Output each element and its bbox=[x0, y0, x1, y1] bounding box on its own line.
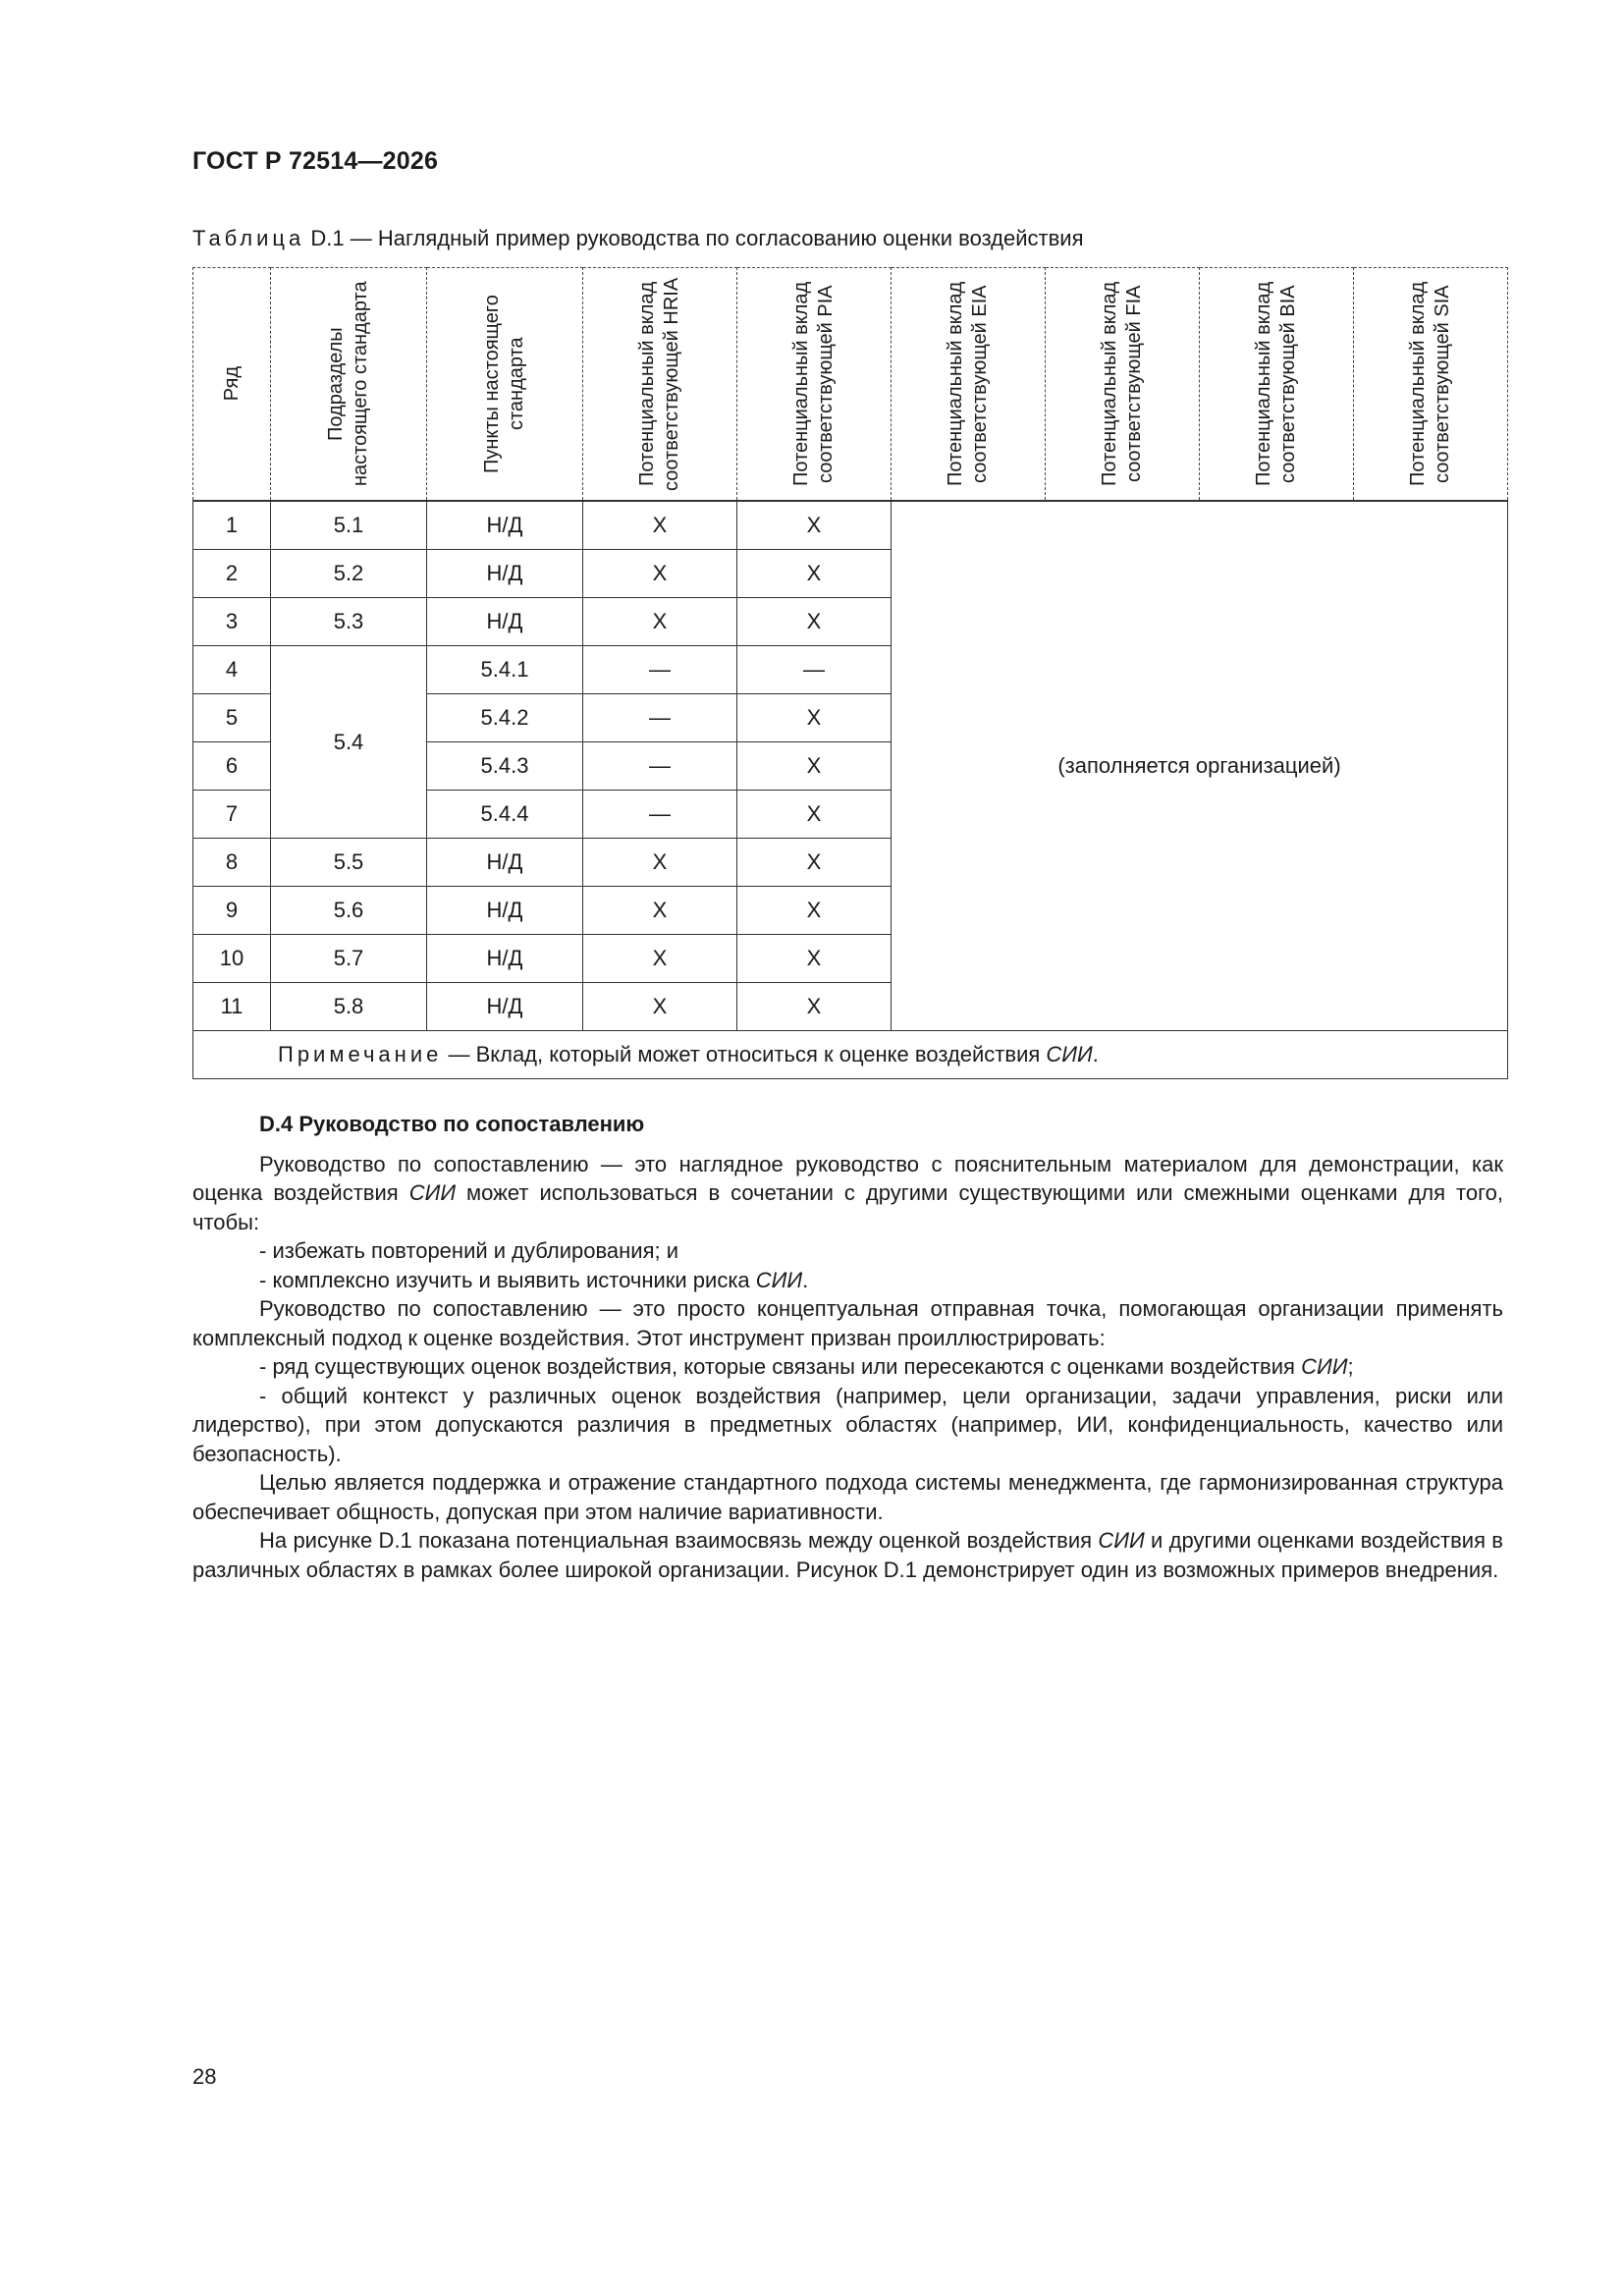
table-note-row bbox=[193, 1031, 1508, 1079]
cell-subsection: 5.4 bbox=[271, 646, 427, 839]
cell-hria: — bbox=[583, 742, 737, 791]
paragraph-2: Руководство по сопоставлению — это просто концептуальная отправная точка, помогающая организации применять комплексный подход к оценке воздействия. Этот инструмент призван проиллюстрировать: bbox=[192, 1296, 1503, 1350]
cell-pia: X bbox=[737, 742, 892, 791]
paragraph-4 bbox=[192, 1526, 1503, 1584]
alignment-table bbox=[192, 267, 1508, 1079]
cell-hria: X bbox=[583, 550, 737, 598]
cell-subsection: 5.2 bbox=[271, 550, 427, 598]
cell-subsection: 5.8 bbox=[271, 983, 427, 1031]
cell-subsection: 5.6 bbox=[271, 887, 427, 935]
cell-clause: 5.4.3 bbox=[427, 742, 583, 791]
cell-pia: X bbox=[737, 791, 892, 839]
cell-pia: X bbox=[737, 935, 892, 983]
cell-row-number: 2 bbox=[193, 550, 271, 598]
note-text: — Вклад, который может относиться к оценке воздействия bbox=[442, 1042, 1047, 1066]
cell-hria: — bbox=[583, 791, 737, 839]
paragraph-4-text-b: и другими оценками воздействия в различных областях в рамках более широкой организации. Рисунок D.1 демонстрирует один из возможных примеров внедрения. bbox=[192, 1528, 1503, 1582]
table-note bbox=[193, 1031, 1508, 1079]
cell-pia: X bbox=[737, 501, 892, 550]
bullet-1: - избежать повторений и дублирования; и bbox=[259, 1238, 678, 1263]
paragraph-4-emphasis: СИИ bbox=[1098, 1528, 1145, 1553]
cell-clause: 5.4.1 bbox=[427, 646, 583, 694]
cell-clause: Н/Д bbox=[427, 501, 583, 550]
cell-row-number: 6 bbox=[193, 742, 271, 791]
cell-row-number: 11 bbox=[193, 983, 271, 1031]
header-pia: Потенциальный вклад соответствующей PIA bbox=[790, 281, 837, 487]
cell-clause: Н/Д bbox=[427, 983, 583, 1031]
section-heading: D.4 Руководство по сопоставлению bbox=[259, 1112, 645, 1136]
cell-pia: X bbox=[737, 550, 892, 598]
note-end: . bbox=[1092, 1042, 1099, 1066]
document-id: ГОСТ Р 72514—2026 bbox=[192, 147, 439, 175]
cell-hria: X bbox=[583, 598, 737, 646]
bullet-3-text-b: ; bbox=[1347, 1354, 1354, 1379]
cell-clause: Н/Д bbox=[427, 935, 583, 983]
header-bia: Потенциальный вклад соответствующей BIA bbox=[1253, 281, 1299, 487]
cell-hria: X bbox=[583, 501, 737, 550]
cell-row-number: 4 bbox=[193, 646, 271, 694]
paragraph-1-emphasis: СИИ bbox=[408, 1180, 457, 1205]
cell-hria: — bbox=[583, 694, 737, 742]
bullet-3-emphasis: СИИ bbox=[1301, 1354, 1348, 1379]
cell-row-number: 1 bbox=[193, 501, 271, 550]
cell-row-number: 3 bbox=[193, 598, 271, 646]
table-caption-label: Таблица bbox=[192, 226, 305, 250]
cell-row-number: 7 bbox=[193, 791, 271, 839]
cell-hria: X bbox=[583, 839, 737, 887]
cell-hria: X bbox=[583, 983, 737, 1031]
cell-clause: Н/Д bbox=[427, 550, 583, 598]
organization-fill-cell: (заполняется организацией) bbox=[892, 501, 1508, 1031]
paragraph-3: Целью является поддержка и отражение стандартного подхода системы менеджмента, где гармонизированная структура обеспечивает общность, допуская при этом наличие вариативности. bbox=[192, 1470, 1503, 1524]
section-d4 bbox=[192, 1110, 1503, 1584]
cell-pia: X bbox=[737, 839, 892, 887]
bullet-3 bbox=[192, 1352, 1503, 1382]
header-hria: Потенциальный вклад соответствующей HRIA bbox=[636, 277, 682, 491]
cell-pia: X bbox=[737, 983, 892, 1031]
cell-hria: — bbox=[583, 646, 737, 694]
note-label: Примечание bbox=[278, 1042, 443, 1066]
paragraph-1-text-a: Руководство по сопоставлению — это наглядное руководство с пояснительным материалом для демонстрации, как оценка воздействия bbox=[192, 1151, 1503, 1205]
cell-pia: X bbox=[737, 694, 892, 742]
paragraph-4-text-a: На рисунке D.1 показана потенциальная взаимосвязь между оценкой воздействия bbox=[259, 1528, 1099, 1553]
header-fia: Потенциальный вклад соответствующей FIA bbox=[1099, 281, 1145, 487]
table-caption bbox=[192, 226, 1084, 251]
cell-row-number: 9 bbox=[193, 887, 271, 935]
table-caption-text: D.1 — Наглядный пример руководства по согласованию оценки воздействия bbox=[304, 226, 1084, 250]
cell-pia: — bbox=[737, 646, 892, 694]
cell-clause: 5.4.4 bbox=[427, 791, 583, 839]
cell-clause: Н/Д bbox=[427, 598, 583, 646]
bullet-2-emphasis: СИИ bbox=[755, 1267, 803, 1292]
cell-row-number: 8 bbox=[193, 839, 271, 887]
header-subsections: Подразделы настоящего стандарта bbox=[325, 281, 371, 487]
cell-pia: X bbox=[737, 598, 892, 646]
cell-subsection: 5.7 bbox=[271, 935, 427, 983]
page-number: 28 bbox=[192, 2064, 217, 2089]
paragraph-1 bbox=[192, 1150, 1503, 1237]
cell-clause: 5.4.2 bbox=[427, 694, 583, 742]
header-eia: Потенциальный вклад соответствующей EIA bbox=[945, 281, 991, 487]
cell-clause: Н/Д bbox=[427, 839, 583, 887]
cell-row-number: 5 bbox=[193, 694, 271, 742]
table-row bbox=[193, 501, 1508, 550]
cell-subsection: 5.5 bbox=[271, 839, 427, 887]
note-emphasis: СИИ bbox=[1046, 1042, 1093, 1066]
cell-subsection: 5.1 bbox=[271, 501, 427, 550]
cell-clause: Н/Д bbox=[427, 887, 583, 935]
bullet-2 bbox=[192, 1266, 1503, 1295]
header-sia: Потенциальный вклад соответствующей SIA bbox=[1407, 281, 1453, 487]
paragraph-1-text-b: может использоваться в сочетании с другими существующими или смежными оценками для того, чтобы: bbox=[192, 1180, 1504, 1234]
bullet-2-text-b: . bbox=[802, 1267, 809, 1292]
table-header-row bbox=[193, 268, 1508, 502]
cell-pia: X bbox=[737, 887, 892, 935]
cell-hria: X bbox=[583, 887, 737, 935]
cell-row-number: 10 bbox=[193, 935, 271, 983]
header-row-number: Ряд bbox=[220, 366, 243, 402]
bullet-2-text-a: - комплексно изучить и выявить источники риска bbox=[259, 1267, 756, 1292]
bullet-4: - общий контекст у различных оценок воздействия (например, цели организации, задачи управления, риски или лидерство), при этом допускаются различия в предметных областях (например, ИИ, конфиденциальность, качество или безопасность). bbox=[192, 1383, 1503, 1466]
header-clauses: Пункты настоящего стандарта bbox=[481, 295, 527, 473]
cell-hria: X bbox=[583, 935, 737, 983]
bullet-3-text-a: - ряд существующих оценок воздействия, которые связаны или пересекаются с оценками воздействия bbox=[259, 1354, 1302, 1379]
cell-subsection: 5.3 bbox=[271, 598, 427, 646]
